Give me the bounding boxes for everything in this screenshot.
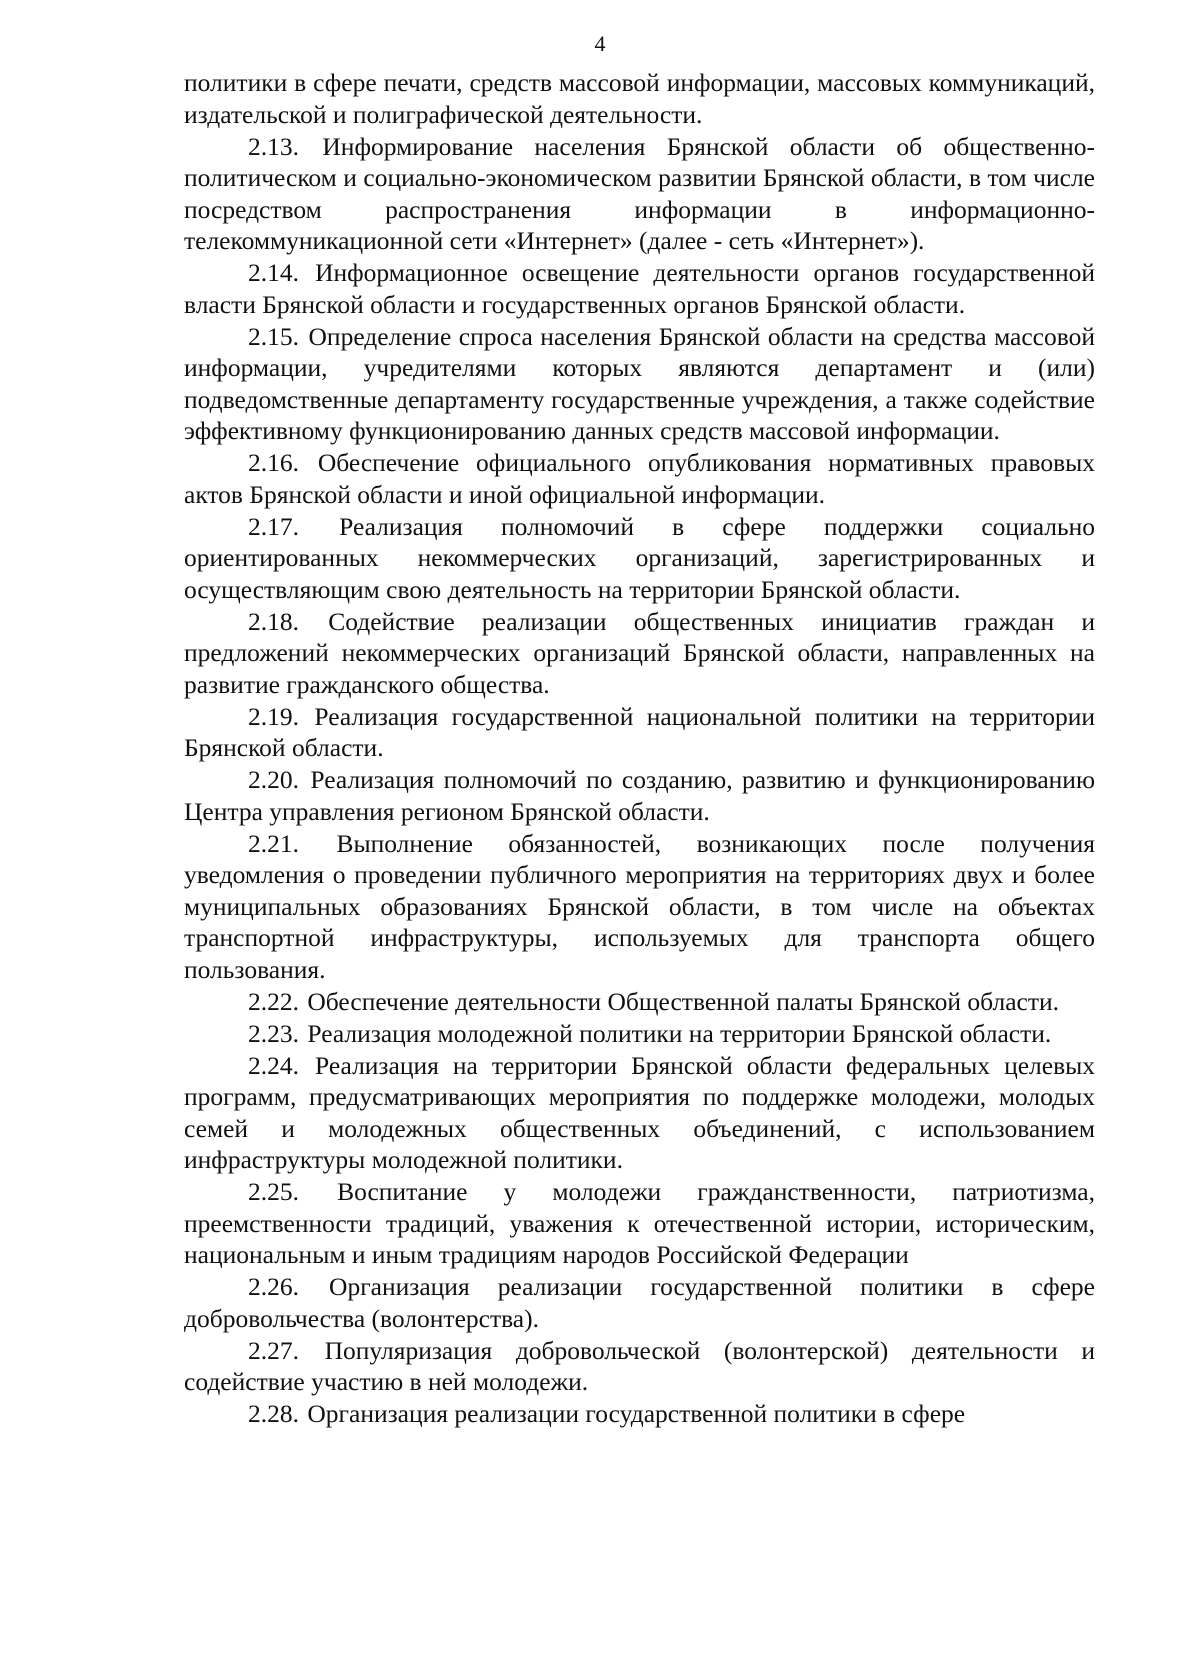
paragraph-number: 2.18. <box>248 606 299 636</box>
paragraph-2-23 <box>184 1018 1095 1050</box>
paragraph-2-21 <box>184 828 1095 986</box>
paragraph-number: 2.16. <box>248 448 299 477</box>
paragraph-2-14 <box>184 257 1095 320</box>
paragraph-text: политики в сфере печати, средств массовой информации, массовых коммуникаций, издательской и полиграфической деятельности. <box>184 68 1095 129</box>
paragraph-text: Популяризация добровольческой (волонтерской) деятельности и содействие участию в ней молодежи. <box>184 1335 1095 1396</box>
paragraph-number: 2.13. <box>248 131 299 161</box>
paragraph-number: 2.22. <box>248 986 299 1016</box>
paragraph-text: Обеспечение деятельности Общественной палаты Брянской области. <box>307 986 1060 1016</box>
paragraph-text: Определение спроса населения Брянской области на средства массовой информации, учредителями которых являются департамент и (или) подведомственные департаменту государственные учреждения, а также содействие эффективному функционированию данных средств массовой информации. <box>184 321 1096 445</box>
paragraph-text: Реализация полномочий по созданию, развитию и функционированию Центра управления регионом Брянской области. <box>184 765 1096 826</box>
paragraph-text: Реализация молодежной политики на территории Брянской области. <box>307 1018 1052 1048</box>
paragraph-2-20 <box>184 764 1095 827</box>
paragraph-number: 2.23. <box>248 1018 299 1048</box>
paragraph-text: Реализация государственной национальной политики на территории Брянской области. <box>184 701 1095 762</box>
paragraph-2-13 <box>184 131 1095 257</box>
paragraph-continuation <box>184 67 1095 130</box>
paragraph-number: 2.25. <box>248 1177 299 1206</box>
paragraph-number: 2.27. <box>248 1335 299 1365</box>
paragraph-text: Воспитание у молодежи гражданственности, патриотизма, преемственности традиций, уважения к отечественной истории, историческим, национальным и иным традициям народов Российской Федерации <box>184 1177 1095 1269</box>
paragraph-text: Реализация полномочий в сфере поддержки социально ориентированных некоммерческих организаций, зарегистрированных и осуществляющим свою деятельность на территории Брянской области. <box>184 511 1095 604</box>
paragraph-number: 2.15. <box>248 321 299 351</box>
paragraph-2-28 <box>184 1398 1095 1430</box>
paragraph-2-22 <box>184 986 1095 1018</box>
paragraph-number: 2.14. <box>248 258 299 287</box>
paragraph-2-19 <box>184 701 1095 764</box>
paragraph-number: 2.17. <box>248 511 299 541</box>
paragraph-number: 2.24. <box>248 1050 299 1080</box>
paragraph-text: Организация реализации государственной политики в сфере <box>307 1399 966 1428</box>
paragraph-number: 2.26. <box>248 1272 299 1301</box>
paragraph-2-17 <box>184 511 1095 606</box>
paragraph-text: Организация реализации государственной политики в сфере добровольчества (волонтерства). <box>184 1272 1095 1333</box>
paragraph-text: Реализация на территории Брянской области федеральных целевых программ, предусматривающих мероприятия по поддержке молодежи, молодых семей и молодежных общественных объединений, с использованием инфраструктуры молодежной политики. <box>184 1050 1095 1174</box>
paragraph-2-16 <box>184 447 1095 510</box>
paragraph-2-26 <box>184 1271 1095 1334</box>
paragraph-number: 2.21. <box>248 828 299 858</box>
paragraph-text: Обеспечение официального опубликования нормативных правовых актов Брянской области и иной официальной информации. <box>184 448 1095 509</box>
paragraph-text: Информирование населения Брянской области об общественно-политическом и социально-экономическом развитии Брянской области, в том числе посредством распространения информации в информационно-телекоммуникационной сети «Интернет» (далее - сеть «Интернет»). <box>184 131 1095 255</box>
paragraph-text: Содействие реализации общественных инициатив граждан и предложений некоммерческих организаций Брянской области, направленных на развитие гражданского общества. <box>184 606 1096 699</box>
paragraph-2-24 <box>184 1050 1095 1176</box>
paragraph-text: Выполнение обязанностей, возникающих после получения уведомления о проведении публичного мероприятия на территориях двух и более муниципальных образованиях Брянской области, в том числе на объектах транспортной инфраструктуры, используемых для транспорта общего пользования. <box>184 828 1096 984</box>
paragraph-2-15 <box>184 321 1095 447</box>
paragraph-number: 2.28. <box>248 1399 299 1428</box>
paragraph-2-18 <box>184 606 1095 701</box>
paragraph-2-25 <box>184 1176 1095 1271</box>
document-body <box>184 67 1095 1430</box>
paragraph-number: 2.20. <box>248 765 299 794</box>
paragraph-number: 2.19. <box>248 701 299 731</box>
page-number: 4 <box>594 31 606 56</box>
paragraph-2-27 <box>184 1335 1095 1398</box>
paragraph-text: Информационное освещение деятельности органов государственной власти Брянской области и государственных органов Брянской области. <box>184 258 1095 319</box>
